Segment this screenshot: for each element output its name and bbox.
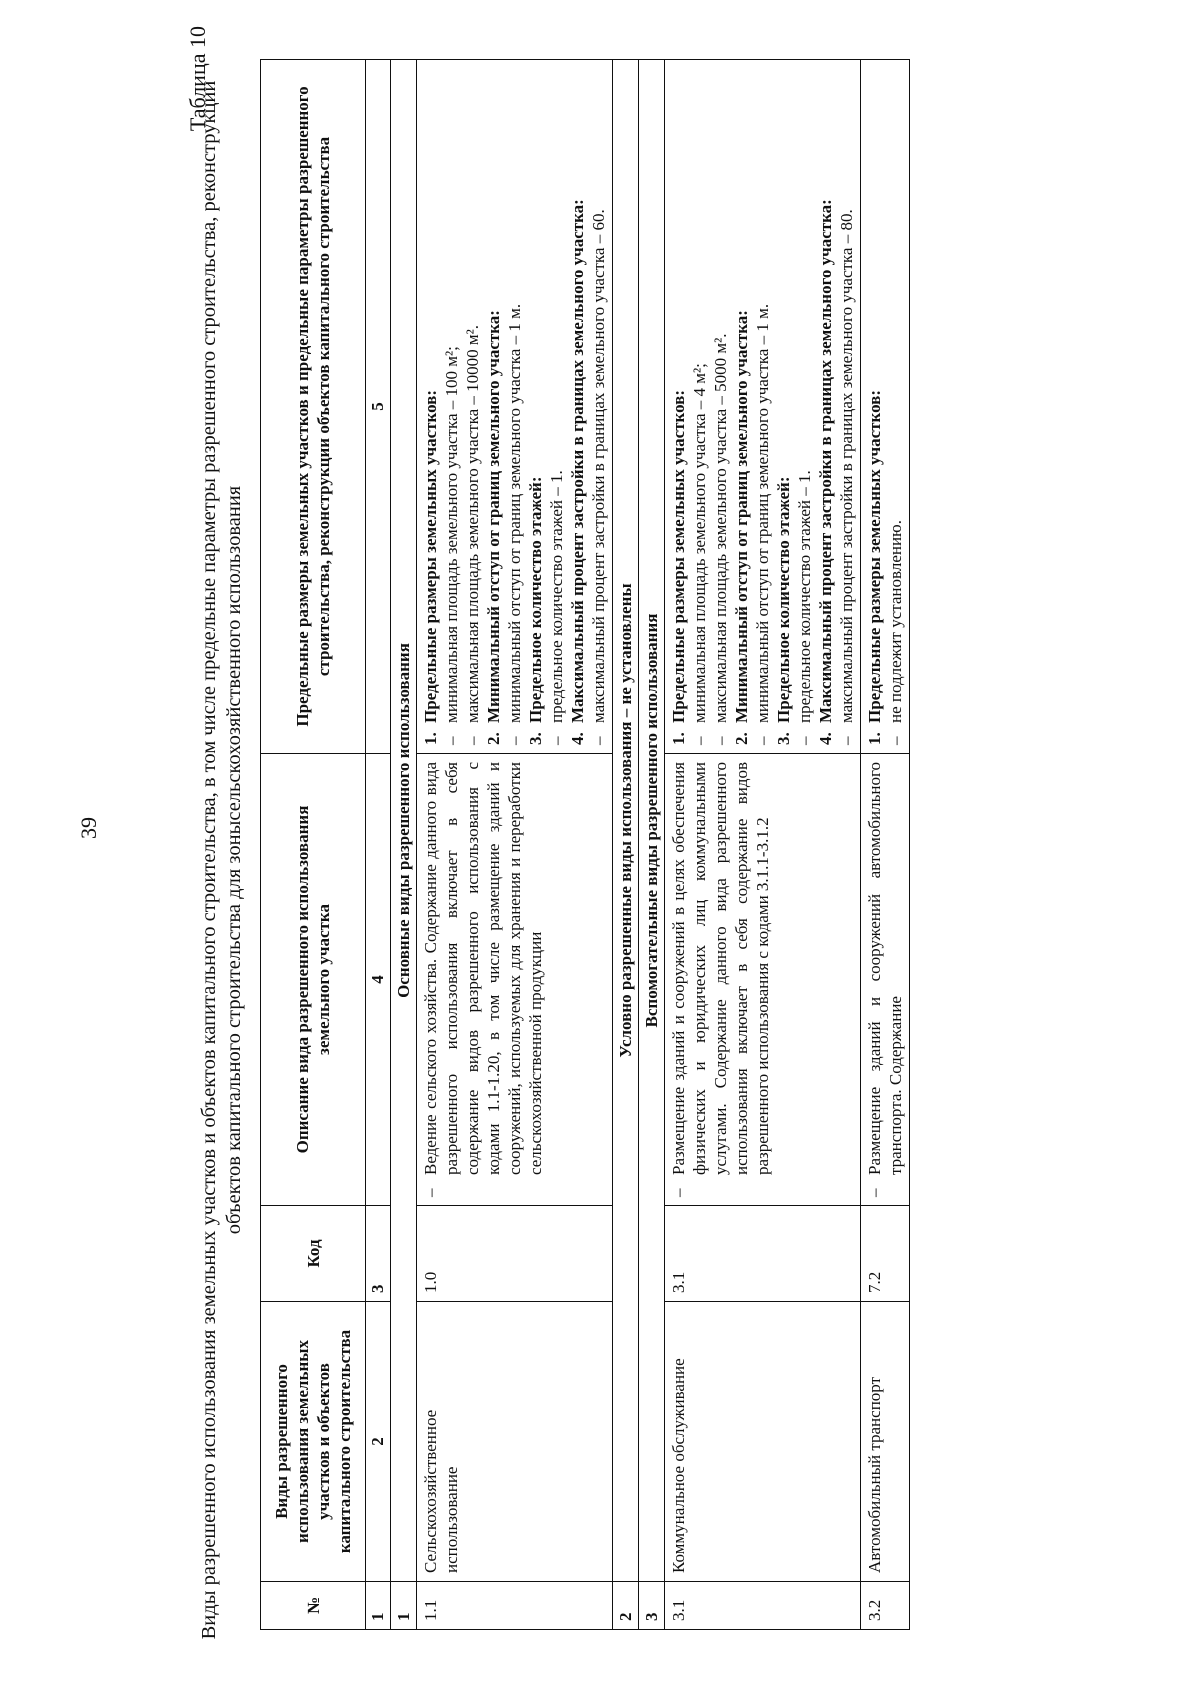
- column-number-5: 5: [366, 60, 391, 754]
- param-title: Предельные размеры земельных участков:: [421, 389, 440, 723]
- param-number: 2.: [484, 732, 503, 745]
- header-parameters: Предельные размеры земельных участков и предельные параметры разрешенного строительства, реконструкции объектов капитального строительства: [261, 60, 366, 754]
- param-number: 1.: [865, 732, 884, 745]
- dash-mark: –: [589, 736, 608, 745]
- param-value: минимальный отступ от границ земельного участка – 1 м.: [753, 303, 772, 723]
- param-title: Максимальный процент застройки в границах земельного участка:: [568, 199, 587, 723]
- description-text: Размещение зданий и сооружений в целях обеспечения физических и юридических лиц коммунальными услугами. Содержание данного вида разрешенного использования включает в себя содержание видов разрешенного использования с кодами 3.1.1-3.1.2: [669, 762, 772, 1175]
- param-number: 3.: [774, 732, 793, 745]
- table-caption: Виды разрешенного использования земельных участков и объектов капитального строительства, в том числе предельные параметры разрешенного строительства, реконструкции объектов капитального строительства для зонысельскохозяйственного использования: [198, 80, 245, 1640]
- column-number-3: 3: [366, 1206, 391, 1302]
- param-title: Минимальный отступ от границ земельного участка:: [732, 310, 751, 723]
- dash-mark: –: [547, 736, 566, 745]
- param-title: Предельные размеры земельных участков:: [669, 389, 688, 723]
- section-number: 2: [613, 1582, 639, 1630]
- row-code: 1.0: [417, 1206, 613, 1302]
- section-row-conditional-uses: [613, 60, 639, 1630]
- param-value: не подлежит установлению.: [886, 519, 905, 723]
- dash-mark: –: [837, 736, 856, 745]
- param-number: 2.: [732, 732, 751, 745]
- param-value: максимальная площадь земельного участка – 10000 м².: [463, 325, 482, 723]
- param-title: Максимальный процент застройки в границах земельного участка:: [816, 199, 835, 723]
- param-title: Предельное количество этажей:: [526, 476, 545, 723]
- param-number: 1.: [669, 732, 688, 745]
- row-code: 3.1: [665, 1206, 861, 1302]
- param-value: минимальная площадь земельного участка – 100 м²;: [442, 346, 461, 723]
- table-row-3-1: [665, 60, 861, 1630]
- header-use-type: Виды разрешенного использования земельных участков и объектов капитального строительства: [261, 1302, 366, 1582]
- row-use-type: Сельскохозяйственное использование: [417, 1302, 613, 1582]
- row-code: 7.2: [861, 1206, 910, 1302]
- param-number: 4.: [568, 732, 587, 745]
- row-number: 3.1: [665, 1582, 861, 1630]
- section-row-main-uses: [391, 60, 417, 1630]
- dash-mark: –: [442, 736, 461, 745]
- dash-mark: –: [711, 736, 730, 745]
- param-value: предельное количество этажей – 1.: [795, 470, 814, 723]
- dash-mark: –: [421, 1188, 440, 1197]
- row-number: 1.1: [417, 1582, 613, 1630]
- row-parameters: [861, 60, 910, 754]
- column-number-1: 1: [366, 1582, 391, 1630]
- param-title: Предельное количество этажей:: [774, 476, 793, 723]
- param-value: минимальный отступ от границ земельного участка – 1 м.: [505, 303, 524, 723]
- dash-mark: –: [795, 736, 814, 745]
- row-parameters: [665, 60, 861, 754]
- row-description: [417, 754, 613, 1206]
- header-code: Код: [261, 1206, 366, 1302]
- param-number: 3.: [526, 732, 545, 745]
- header-row: [261, 60, 366, 1630]
- param-title: Минимальный отступ от границ земельного участка:: [484, 310, 503, 723]
- param-value: предельное количество этажей – 1.: [547, 470, 566, 723]
- row-use-type: Коммунальное обслуживание: [665, 1302, 861, 1582]
- dash-mark: –: [669, 1188, 688, 1197]
- param-value: максимальная площадь земельного участка – 5000 м².: [711, 333, 730, 723]
- rotated-page-content: [185, 20, 1005, 1660]
- page-number: 39: [76, 817, 101, 839]
- param-number: 4.: [816, 732, 835, 745]
- section-title: Вспомогательные виды разрешенного использования: [639, 60, 665, 1582]
- dash-mark: –: [753, 736, 772, 745]
- dash-mark: –: [865, 1188, 884, 1197]
- section-title: Основные виды разрешенного использования: [391, 60, 417, 1582]
- row-description: [665, 754, 861, 1206]
- description-text: Размещение зданий и сооружений автомобильного транспорта. Содержание: [865, 762, 905, 1175]
- row-parameters: [417, 60, 613, 754]
- dash-mark: –: [690, 736, 709, 745]
- section-row-auxiliary-uses: [639, 60, 665, 1630]
- table-row-1-1: [417, 60, 613, 1630]
- column-number-4: 4: [366, 754, 391, 1206]
- column-numbers-row: [366, 60, 391, 1630]
- permitted-use-table: [260, 59, 910, 1630]
- row-description: [861, 754, 910, 1206]
- description-text: Ведение сельского хозяйства. Содержание данного вида разрешенного использования включает в себя содержание видов разрешенного использования с кодами 1.1-1.20, в том числе размещение зданий и сооружений, используемых для хранения и переработки сельскохозяйственной продукции: [421, 762, 545, 1175]
- header-number: №: [261, 1582, 366, 1630]
- param-value: максимальный процент застройки в границах земельного участка – 60.: [589, 209, 608, 723]
- param-number: 1.: [421, 732, 440, 745]
- row-use-type: Автомобильный транспорт: [861, 1302, 910, 1582]
- param-value: минимальная площадь земельного участка – 4 м²;: [690, 363, 709, 723]
- column-number-2: 2: [366, 1302, 391, 1582]
- table-label: Таблица 10: [185, 26, 210, 132]
- section-number: 3: [639, 1582, 665, 1630]
- param-value: максимальный процент застройки в границах земельного участка – 80.: [837, 209, 856, 723]
- row-number: 3.2: [861, 1582, 910, 1630]
- section-number: 1: [391, 1582, 417, 1630]
- dash-mark: –: [886, 736, 905, 745]
- header-description: Описание вида разрешенного использования земельного участка: [261, 754, 366, 1206]
- dash-mark: –: [463, 736, 482, 745]
- table-row-3-2: [861, 60, 910, 1630]
- param-title: Предельные размеры земельных участков:: [865, 389, 884, 723]
- section-title: Условно разрешенные виды использования – не установлены: [613, 60, 639, 1582]
- dash-mark: –: [505, 736, 524, 745]
